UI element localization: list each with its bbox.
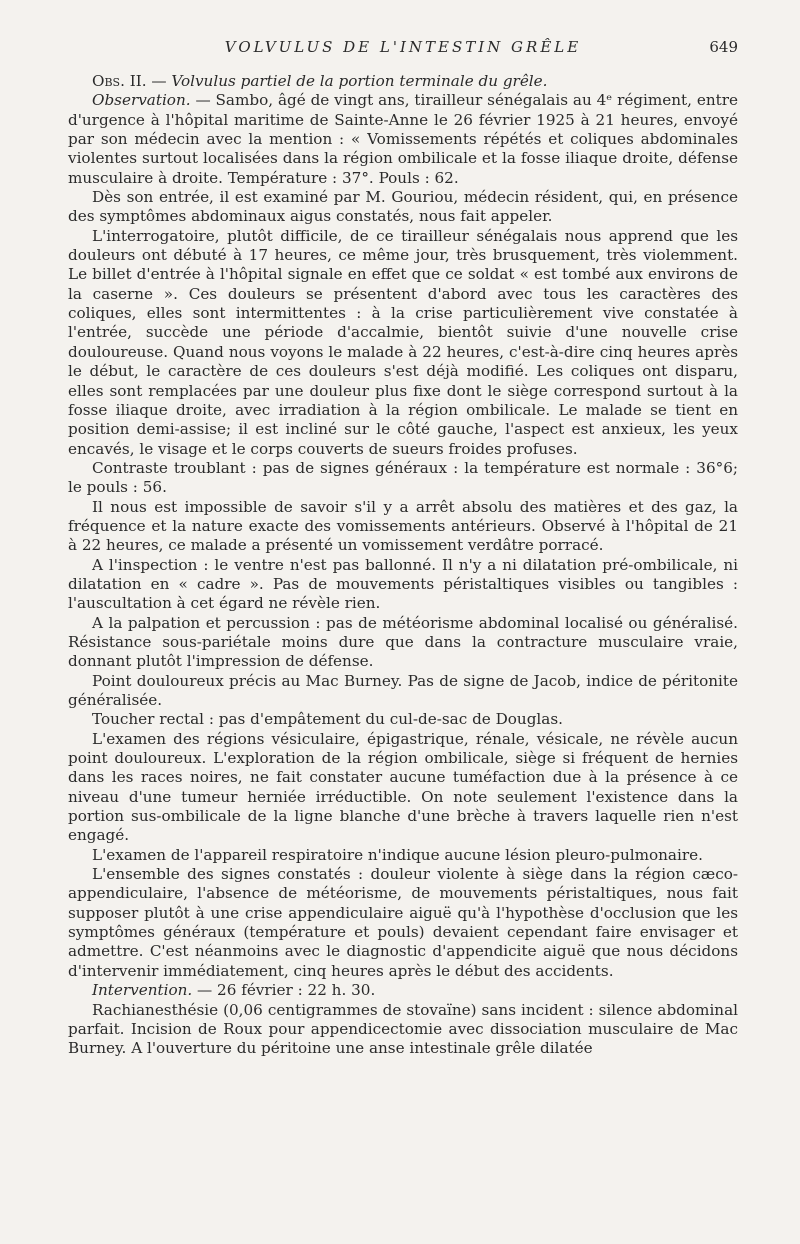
- paragraph-text: A l'inspection : le ventre n'est pas ballonné. Il n'y a ni dilatation pré-ombilicale, ni dilatation en « cadre ». Pas de mouvements péristaltiques visibles ou tangibles : l'auscultation à cet égard ne révèle rien.: [68, 555, 738, 613]
- page-header: [68, 36, 738, 58]
- paragraph: [68, 498, 738, 556]
- paragraph: [68, 846, 738, 865]
- paragraph: [68, 614, 738, 672]
- paragraph-text: L'interrogatoire, plutôt difficile, de ce tirailleur sénégalais nous apprend que les douleurs ont débuté à 17 heures, ce même jour, très brusquement, très violemment. Le billet d'entrée à l'hôpital signale en effet que ce soldat « est tombé aux environs de la caserne ». Ces douleurs se présentent d'abord avec tous les caractères des coliques, elles sont intermittentes : à la crise particulièrement vive constatée à l'entrée, succède une période d'accalmie, bientôt suivie d'une nouvelle crise douloureuse. Quand nous voyons le malade à 22 heures, c'est-à-dire cinq heures après le début, le caractère de ces douleurs s'est déjà modifié. Les coliques ont disparu, elles sont remplacées par une douleur plus fixe dont le siège correspond surtout à la fosse iliaque droite, avec irradiation à la région ombilicale. Le malade se tient en position demi-assise; il est incliné sur le côté gauche, l'aspect est anxieux, les yeux encavés, le visage et le corps couverts de sueurs froides profuses.: [68, 226, 738, 458]
- paragraph: [68, 227, 738, 459]
- paragraph: [68, 459, 738, 498]
- paragraph-text: — Sambo, âgé de vingt ans, tirailleur sénégalais au 4ᵉ régiment, entre d'urgence à l'hôpital maritime de Sainte-Anne le 26 février 1925 à 21 heures, envoyé par son médecin avec la mention : « Vomissements répétés et coliques abdominales violentes surtout localisées dans la région ombilicale et la fosse iliaque droite, défense musculaire à droite. Température : 37°. Pouls : 62.: [68, 91, 738, 187]
- dash: —: [146, 72, 172, 90]
- paragraph-text: — 26 février : 22 h. 30.: [192, 981, 376, 1000]
- paragraph-text: L'examen des régions vésiculaire, épigastrique, rénale, vésicale, ne révèle aucun point douloureux. L'exploration de la région ombilicale, siège si fréquent de hernies dans les races noires, ne fait constater aucune tuméfaction due à la présence à ce niveau d'une tumeur herniée irréductible. On note seulement l'existence dans la portion sus-ombilicale de la ligne blanche d'une brèche à travers laquelle rien n'est engagé.: [68, 729, 738, 845]
- running-title: VOLVULUS DE L'INTESTIN GRÊLE: [224, 38, 582, 56]
- observation-title: Volvulus partiel de la portion terminale du grêle.: [171, 72, 548, 90]
- paragraph-text: L'ensemble des signes constatés : douleur violente à siège dans la région cæco-appendiculaire, l'absence de météorisme, de mouvements péristaltiques, nous fait supposer plutôt à une crise appendiculaire aiguë qu'à l'hypothèse d'occlusion que les symptômes généraux (température et pouls) devaient cependant faire envisager et admettre. C'est néanmoins avec le diagnostic d'appendicite aiguë que nous décidons d'intervenir immédiatement, cinq heures après le début des accidents.: [68, 865, 738, 980]
- paragraph-text: L'examen de l'appareil respiratoire n'indique aucune lésion pleuro-pulmonaire.: [92, 845, 703, 864]
- observation-heading: [68, 72, 738, 91]
- paragraph: [68, 1001, 738, 1059]
- paragraph: [68, 710, 738, 729]
- paragraph: [68, 981, 738, 1000]
- section-label: Intervention.: [92, 981, 193, 1000]
- paragraph: [68, 672, 738, 711]
- paragraph: [68, 188, 738, 227]
- page-number: 649: [709, 38, 738, 56]
- paragraph: [68, 730, 738, 846]
- paragraph-text: Contraste troublant : pas de signes généraux : la température est normale : 36°6; le pouls : 56.: [68, 458, 738, 497]
- paragraph-text: A la palpation et percussion : pas de météorisme abdominal localisé ou généralisé. Résistance sous-pariétale moins dure que dans la contracture musculaire vraie, donnant plutôt l'impression de défense.: [68, 613, 738, 671]
- paragraph-text: Rachianesthésie (0,06 centigrammes de stovaïne) sans incident : silence abdominal parfait. Incision de Roux pour appendicectomie avec dissociation musculaire de Mac Burney. A l'ouverture du péritoine une anse intestinale grêle dilatée: [68, 1000, 738, 1058]
- section-label: Observation.: [92, 91, 191, 110]
- paragraph-text: Il nous est impossible de savoir s'il y a arrêt absolu des matières et des gaz, la fréquence et la nature exacte des vomissements antérieurs. Observé à l'hôpital de 21 à 22 heures, ce malade a présenté un vomissement verdâtre porracé.: [68, 497, 738, 555]
- observation-number: Obs. II.: [92, 72, 147, 90]
- article-body: [68, 72, 738, 1059]
- paragraph: [68, 865, 738, 981]
- paragraph: [68, 91, 738, 188]
- paragraph-text: Point douloureux précis au Mac Burney. Pas de signe de Jacob, indice de péritonite généralisée.: [68, 671, 738, 709]
- paragraph: [68, 556, 738, 614]
- paragraph-text: Dès son entrée, il est examiné par M. Gouriou, médecin résident, qui, en présence des symptômes abdominaux aigus constatés, nous fait appeler.: [68, 188, 738, 226]
- paragraph-text: Toucher rectal : pas d'empâtement du cul-de-sac de Douglas.: [92, 710, 563, 729]
